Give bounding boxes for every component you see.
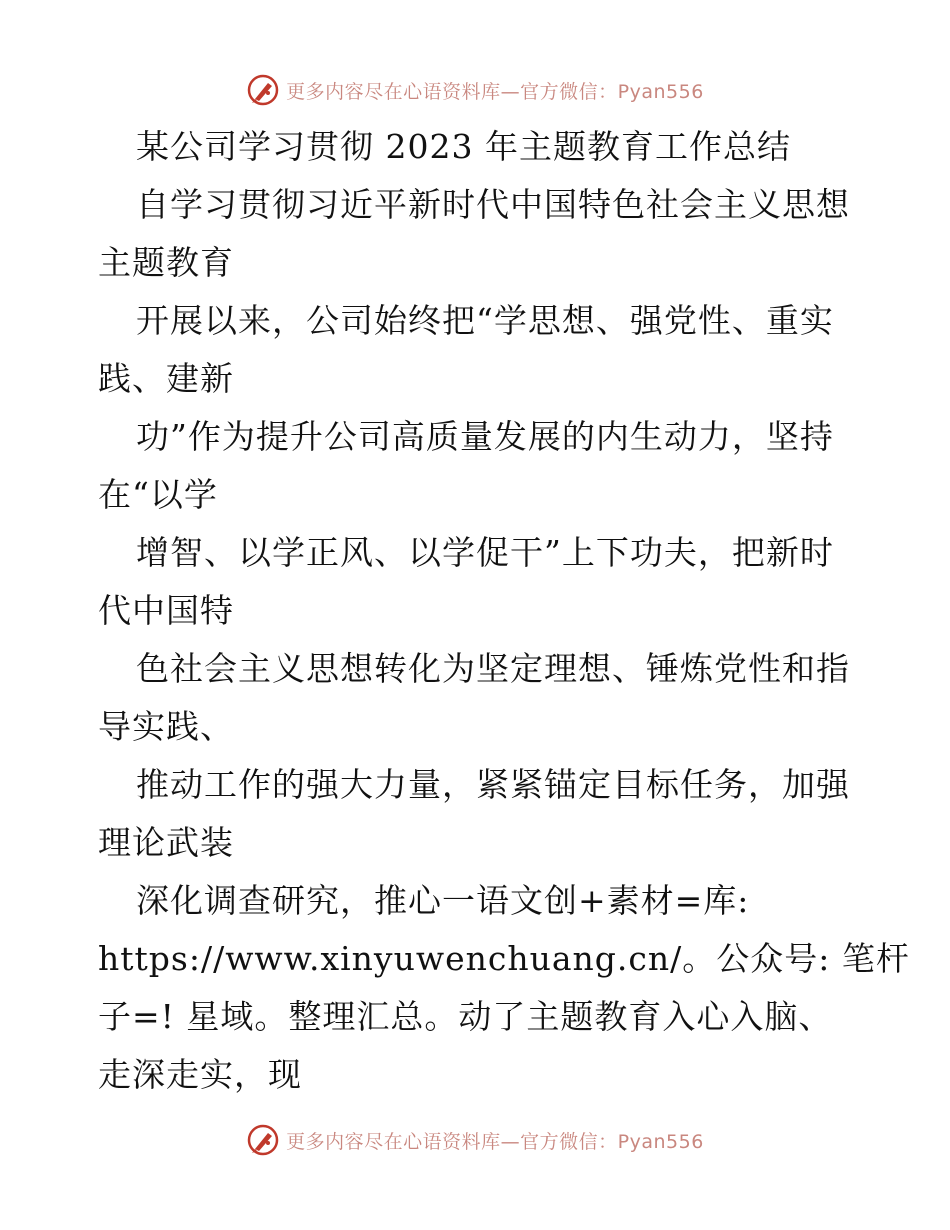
text-line: 自学习贯彻习近平新时代中国特色社会主义思想 [136,185,850,224]
text-line: 主题教育 [98,243,234,282]
text-line: 代中国特 [98,591,234,630]
footer-banner [0,1120,950,1160]
text-line: 深化调查研究，推心一语文创+素材=库: [136,881,750,920]
pen-nib-seal-icon [246,1123,280,1157]
text-line: 导实践、 [98,707,234,746]
document-body [98,118,910,1104]
text-line: 推动工作的强大力量，紧紧锚定目标任务，加强 [136,765,850,804]
text-line: 理论武装 [98,823,234,862]
text-line: 践、建新 [98,359,234,398]
document-title: 某公司学习贯彻 2023 年主题教育工作总结 [136,127,791,166]
header-banner-text: 更多内容尽在心语资料库—官方微信：Pyan556 [286,80,704,103]
text-line: 增智、以学正风、以学促干”上下功夫，把新时 [136,533,834,572]
text-line: 色社会主义思想转化为坚定理想、锤炼党性和指 [136,649,850,688]
header-banner [0,70,950,110]
text-line: 在“以学 [98,475,218,514]
text-line: 功”作为提升公司高质量发展的内生动力，坚持 [136,417,834,456]
text-line-url: https://www.xinyuwenchuang.cn/。公众号: 笔杆 [98,939,910,978]
text-line: 子=! 星域。整理汇总。动了主题教育入心入脑、 [98,997,833,1036]
text-line: 开展以来，公司始终把“学思想、强党性、重实 [136,301,834,340]
footer-banner-text: 更多内容尽在心语资料库—官方微信：Pyan556 [286,1130,704,1153]
text-line: 走深走实，现 [98,1055,302,1094]
pen-nib-seal-icon [246,73,280,107]
